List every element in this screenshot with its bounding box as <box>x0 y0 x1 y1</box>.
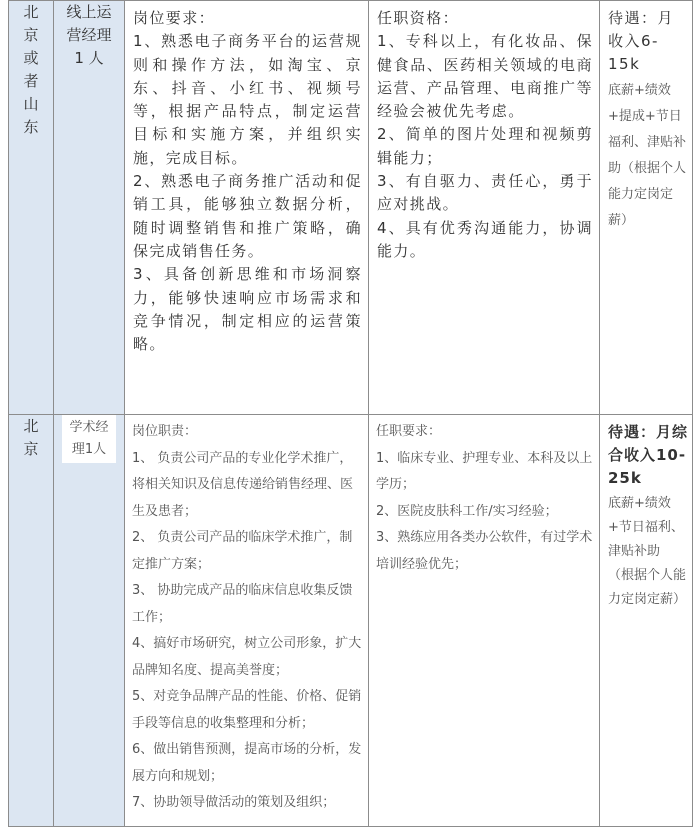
city-cell <box>9 415 54 827</box>
list-item: 3、有自驱力、责任心，勇于应对挑战。 <box>377 172 593 214</box>
pay-cell <box>600 415 693 827</box>
pay-details: 底薪+绩效+提成+节日福利、津贴补助（根据个人能力定岗定薪） <box>608 83 687 228</box>
list-item: 5、对竞争品牌产品的性能、价格、促销手段等信息的收集整理和分析； <box>132 689 362 731</box>
role-cell <box>54 415 125 827</box>
requirements-title: 岗位职责： <box>132 424 198 439</box>
requirements-text <box>125 1 368 356</box>
list-item: 1、熟悉电子商务平台的运营规则和操作方法，如淘宝、京东、抖音、小红书、视频号等，根据产品特点，制定运营目标和实施方案，并组织实施，完成目标。 <box>133 32 362 167</box>
qualifications-text <box>369 1 599 263</box>
requirements-cell <box>125 1 369 415</box>
job-table <box>8 0 693 827</box>
qualifications-title: 任职资格： <box>377 9 460 27</box>
list-item: 1、专科以上，有化妆品、保健食品、医药相关领域的电商运营、产品管理、电商推广等经验会被优先考虑。 <box>377 32 593 121</box>
pay-headline: 待遇：月综合收入10-25k <box>608 423 689 487</box>
qualifications-text <box>369 415 599 578</box>
list-item: 4、具有优秀沟通能力，协调能力。 <box>377 218 593 260</box>
requirements-text <box>125 415 368 817</box>
list-item: 3、熟练应用各类办公软件，有过学术培训经验优先； <box>376 530 593 572</box>
list-item: 2、医院皮肤科工作/实习经验； <box>376 503 558 519</box>
role-cell <box>54 1 125 415</box>
list-item: 3、 协助完成产品的临床信息收集反馈工作； <box>132 583 353 625</box>
list-item: 4、搞好市场研究，树立公司形象，扩大品牌知名度、提高美誉度； <box>132 636 362 678</box>
role-label: 线上运营经理 1 人 <box>66 3 112 67</box>
list-item: 6、做出销售预测，提高市场的分析，发展方向和规划； <box>132 742 362 784</box>
role-label: 学术经理1人 <box>62 415 116 463</box>
table-row <box>9 415 693 827</box>
city-cell <box>9 1 54 415</box>
pay-details: 底薪+绩效+节日福利、津贴补助 （根据个人能力定岗定薪） <box>608 496 687 607</box>
pay-cell <box>600 1 693 415</box>
list-item: 1、临床专业、护理专业、本科及以上学历； <box>376 450 593 492</box>
qualifications-title: 任职要求： <box>376 424 442 439</box>
list-item: 7、协助领导做活动的策划及组织； <box>132 795 336 810</box>
list-item: 3、具备创新思维和市场洞察力，能够快速响应市场需求和竞争情况，制定相应的运营策略。 <box>133 265 362 354</box>
list-item: 1、 负责公司产品的专业化学术推广，将相关知识及信息传递给销售经理、医生及患者； <box>132 450 354 519</box>
pay-headline: 待遇：月收入6-15k <box>608 9 675 73</box>
list-item: 2、简单的图片处理和视频剪辑能力； <box>377 125 593 167</box>
city-label: 北京或者山东 <box>23 3 39 136</box>
city-label: 北京 <box>23 417 39 458</box>
requirements-title: 岗位要求： <box>133 9 216 27</box>
qualifications-cell <box>369 1 600 415</box>
table-row <box>9 1 693 415</box>
requirements-cell <box>125 415 369 827</box>
list-item: 2、熟悉电子商务推广活动和促销工具，能够独立数据分析，随时调整销售和推广策略，确保完成销售任务。 <box>133 172 362 260</box>
list-item: 2、 负责公司产品的临床学术推广，制定推广方案； <box>132 530 353 572</box>
qualifications-cell <box>369 415 600 827</box>
